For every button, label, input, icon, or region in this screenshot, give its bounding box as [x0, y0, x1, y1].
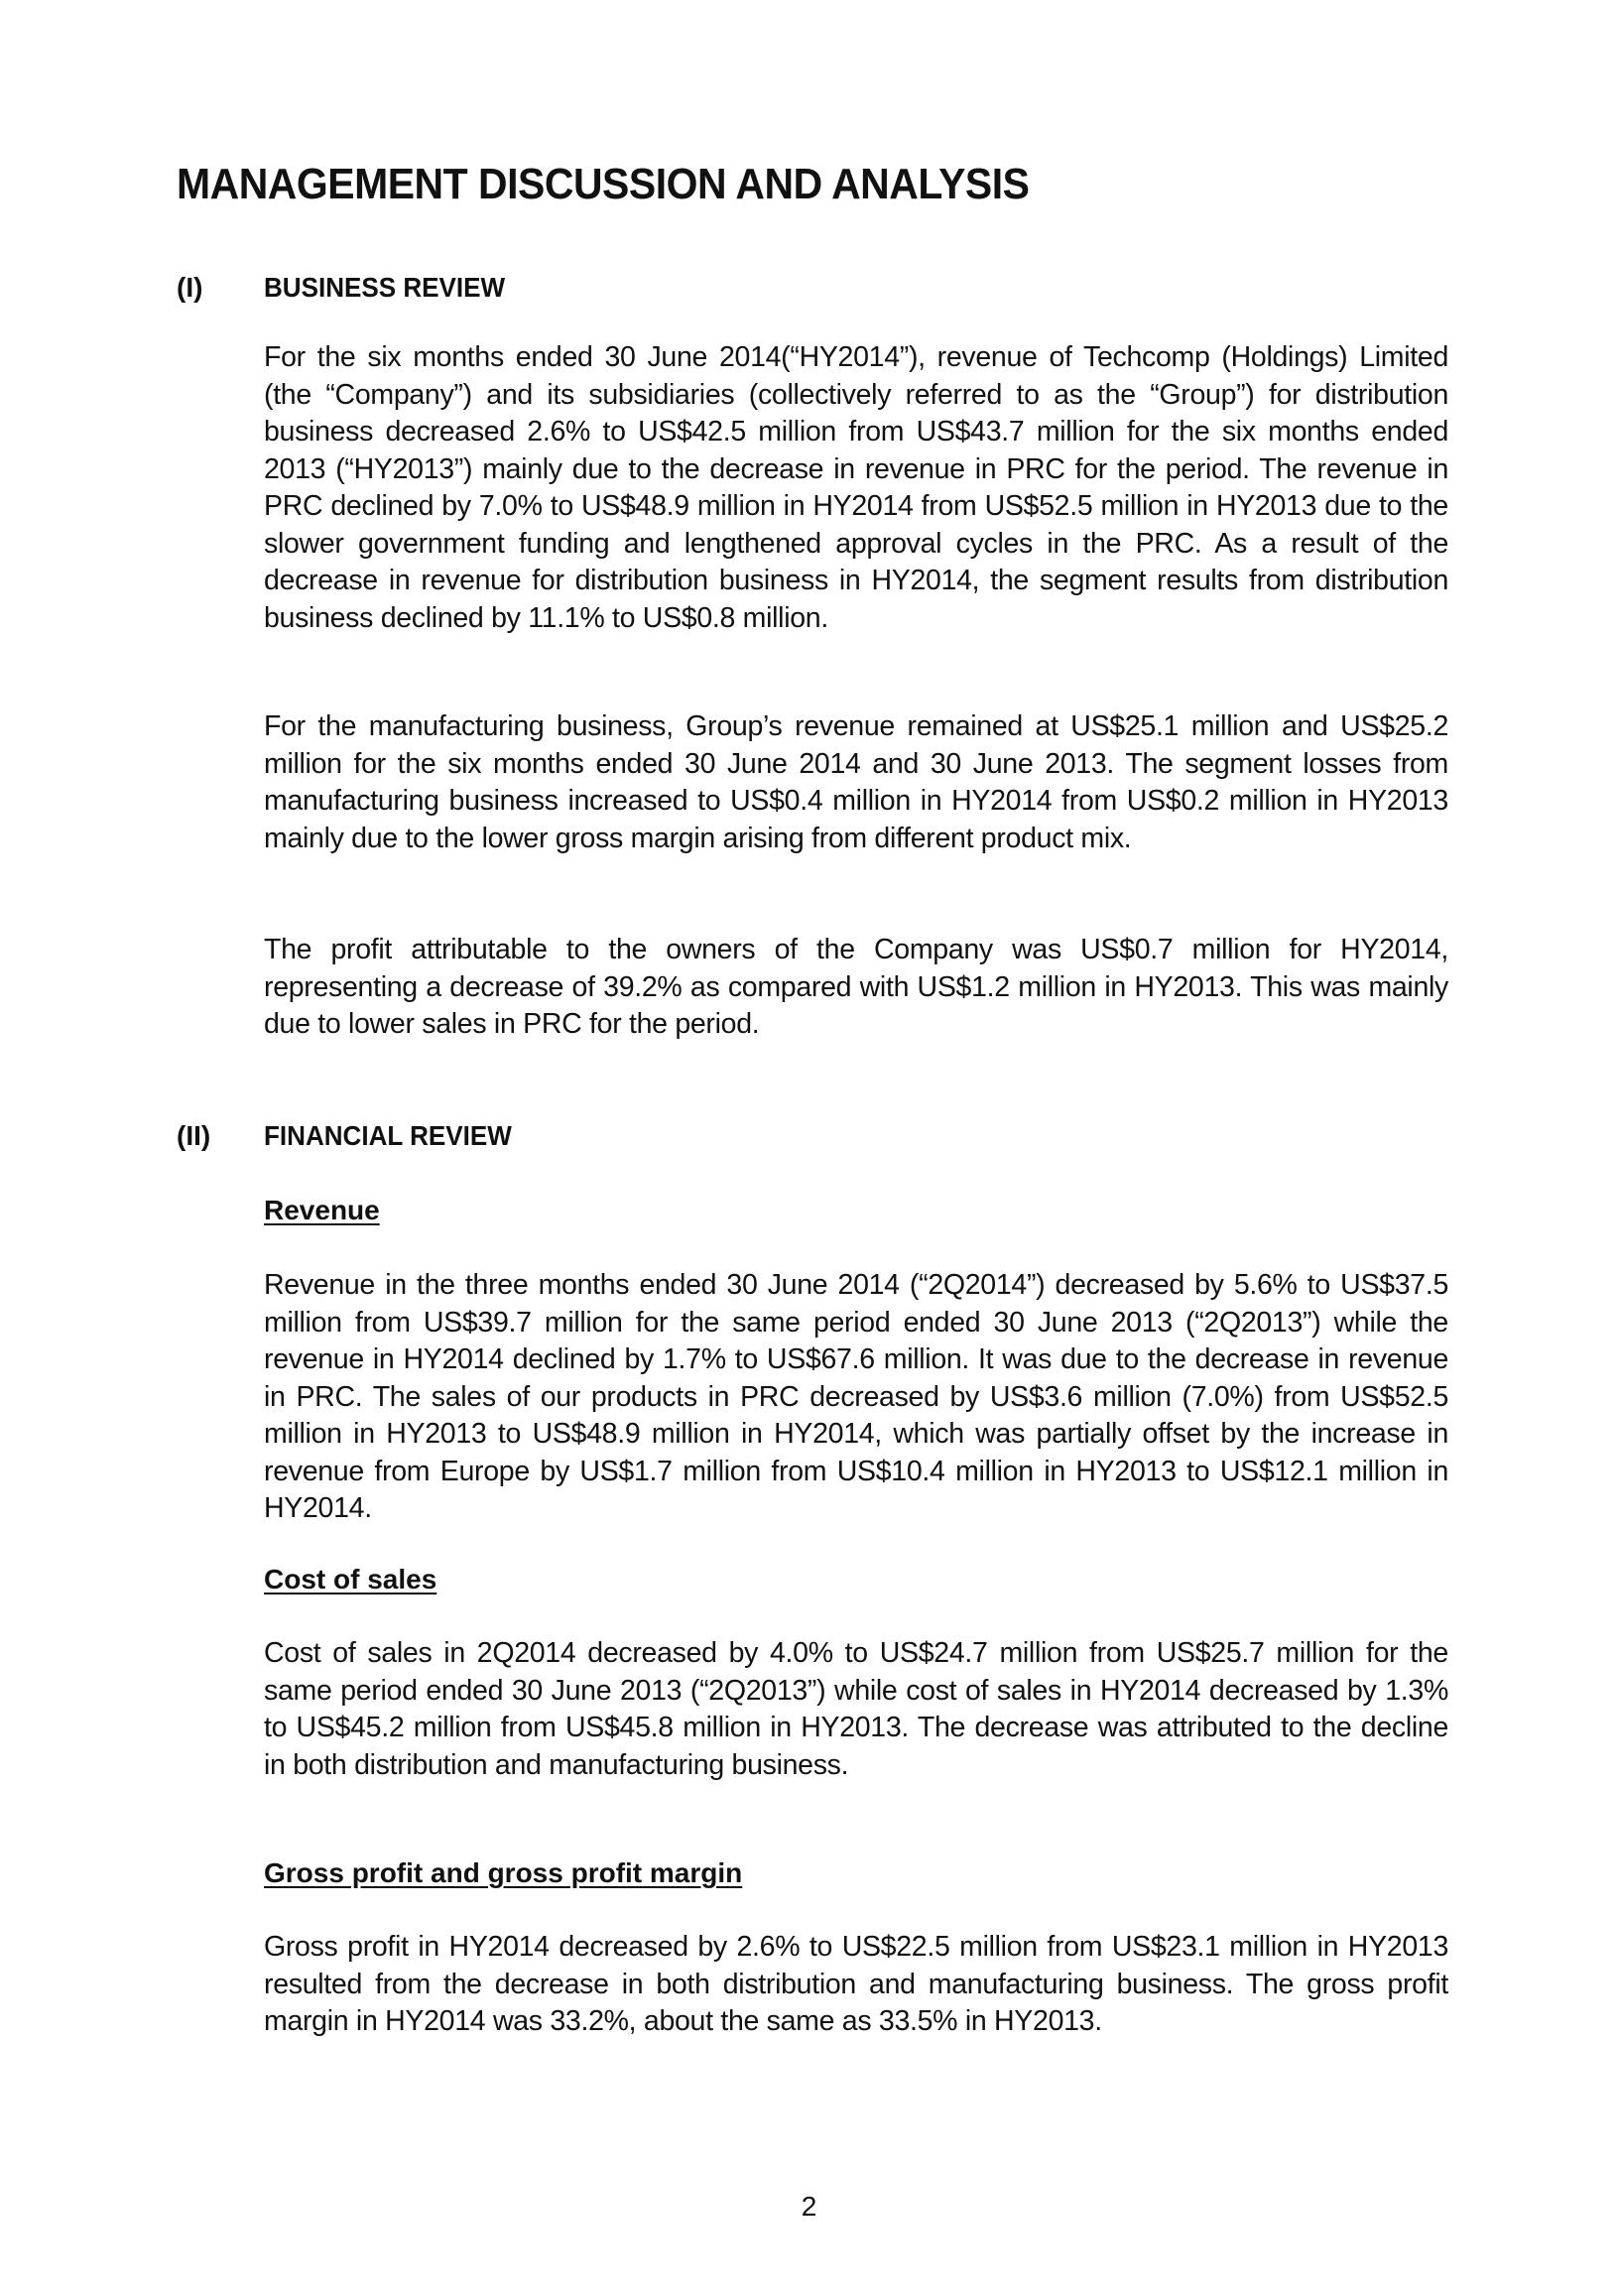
section-title: BUSINESS REVIEW: [264, 272, 506, 303]
cost-of-sales-paragraph: Cost of sales in 2Q2014 decreased by 4.0% to US$24.7 million from US$25.7 million for the same period ended 30 June 2013 (“2Q2013”) while cost of sales in HY2014 decreased by 1.3% to US$45.2 million from US$45.8 million in HY2013. The decrease was attributed to the decline in both distribution and manufacturing business.: [264, 1637, 1448, 1781]
business-review-paragraph-manufacturing: For the manufacturing business, Group’s revenue remained at US$25.1 million and US$25.2 million for the six months ended 30 June 2014 and 30 June 2013. The segment losses from manufacturing business increased to US$0.4 million in HY2014 from US$0.2 million in HY2013 mainly due to the lower gross margin arising from different product mix.: [264, 710, 1448, 854]
business-review-paragraph-profit: The profit attributable to the owners of the Company was US$0.7 million for HY2014, representing a decrease of 39.2% as compared with US$1.2 million in HY2013. This was mainly due to lower sales in PRC for the period.: [264, 934, 1448, 1040]
section-number: (I): [177, 272, 203, 303]
section-heading-financial-review: [177, 1118, 531, 1154]
section-number: (II): [177, 1120, 211, 1151]
page-title: MANAGEMENT DISCUSSION AND ANALYSIS: [177, 160, 1030, 208]
subheading-cost-of-sales: Cost of sales: [264, 1564, 437, 1594]
section-heading-business-review: [177, 270, 523, 306]
page-number: 2: [801, 2191, 817, 2222]
revenue-paragraph: Revenue in the three months ended 30 June 2014 (“2Q2014”) decreased by 5.6% to US$37.5 million from US$39.7 million for the same period ended 30 June 2013 (“2Q2013”) while the revenue in HY2014 declined by 1.7% to US$67.6 million. It was due to the decrease in revenue in PRC. The sales of our products in PRC decreased by US$3.6 million (7.0%) from US$52.5 million in HY2013 to US$48.9 million in HY2014, which was partially offset by the increase in revenue from Europe by US$1.7 million from US$10.4 million in HY2013 to US$12.1 million in HY2014.: [264, 1269, 1448, 1524]
gross-profit-paragraph: Gross profit in HY2014 decreased by 2.6% to US$22.5 million from US$23.1 million in HY2013 resulted from the decrease in both distribution and manufacturing business. The gross profit margin in HY2014 was 33.2%, about the same as 33.5% in HY2013.: [264, 1931, 1448, 2037]
subheading-revenue: Revenue: [264, 1195, 380, 1225]
subheading-gross-profit: Gross profit and gross profit margin: [264, 1857, 743, 1888]
business-review-paragraph-distribution: For the six months ended 30 June 2014(“HY2014”), revenue of Techcomp (Holdings) Limited (the “Company”) and its subsidiaries (collectively referred to as the “Group”) for distribution business decreased 2.6% to US$42.5 million from US$43.7 million for the six months ended 2013 (“HY2013”) mainly due to the decrease in revenue in PRC for the period. The revenue in PRC declined by 7.0% to US$48.9 million in HY2014 from US$52.5 million in HY2013 due to the slower government funding and lengthened approval cycles in the PRC. As a result of the decrease in revenue for distribution business in HY2014, the segment results from distribution business declined by 11.1% to US$0.8 million.: [264, 341, 1448, 634]
section-title: FINANCIAL REVIEW: [264, 1120, 512, 1151]
